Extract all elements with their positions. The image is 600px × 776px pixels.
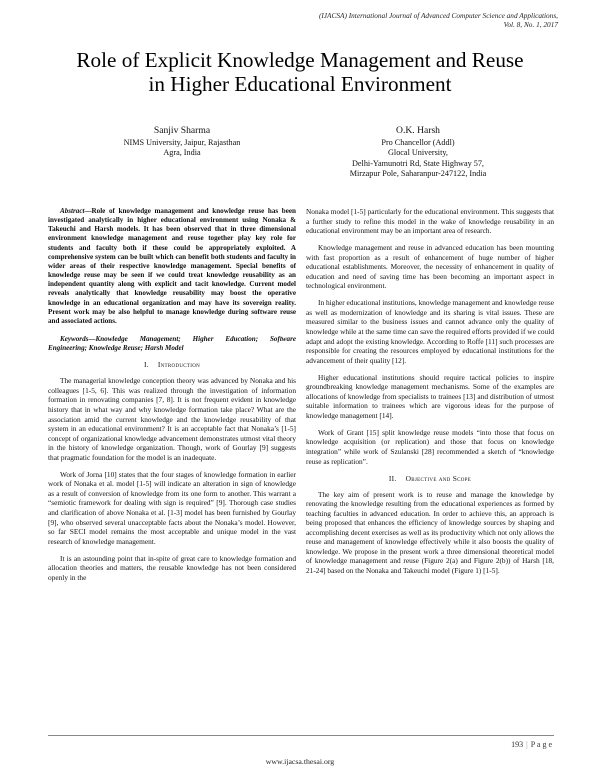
- section-title: Objective and Scope: [405, 473, 472, 483]
- paragraph: Knowledge management and reuse in advanced education has been mounting with fast proportion as a result of enhancement of huge number of higher educational establishments. Moreover, the necessity of enhancement in quality of education and need of saving time has been becoming an important aspect in technological environment.: [306, 243, 554, 291]
- paragraph: It is an astounding point that in-spite of great care to knowledge formation and allocation theories and matters, the reusable knowledge has not been considered openly in the: [48, 553, 296, 582]
- section-number: I.: [143, 360, 149, 370]
- journal-url[interactable]: www.ijacsa.thesai.org: [265, 757, 335, 766]
- title-line-2: in Higher Educational Environment: [148, 71, 452, 96]
- author-affiliation: Glocal University,: [388, 148, 448, 158]
- paragraph: Work of Jorna [10] states that the four stages of knowledge formation in earlier work of Nonaka et al. model [1-5] will indicate an alteration in sign of knowledge as a result of conversion of knowledge from its one form to another. This warrant a “semiotic framework for dealing with sign is required” [9]. Thorough case studies and clarification of above Nonaka et al. [1-3] model has been furnished by Gourlay [9], who observed several unacceptable facts about the Nonaka’s model. However, so far SECI model remains the most acceptable and unique model in the vast research of knowledge management.: [48, 469, 296, 546]
- journal-name: (IJACSA) International Journal of Advanced Computer Science and Applications,: [318, 11, 558, 20]
- paper-title: [30, 49, 570, 96]
- author-block-1: [62, 125, 302, 159]
- author-position: Pro Chancellor (Addl): [381, 138, 455, 147]
- journal-header: [138, 11, 558, 29]
- section-title: Introduction: [157, 360, 201, 370]
- abstract-text: —Role of knowledge management and knowledge reuse has been investigated analytically in higher educational environment using Nonaka & Takeuchi and Harsh models. It has been observed that in three dimensional environment knowledge management and reuse together play key role for students and faculty both if these could be appropriately exploited. A comprehensive system can be built which can benefit both students and faculty in wider areas of their respective knowledge management. Special benefits of knowledge reuse may be seen if we could treat knowledge reusability as an independent quantity along with explicit and tacit knowledge. Current model reveals analytically that knowledge reusability may boost the operative knowledge in an educational organization and may have its sovereign reality. Present work may be also helpful to manage knowledge during software reuse and associated actions.: [48, 207, 296, 325]
- paragraph: The managerial knowledge conception theory was advanced by Nonaka and his colleagues [1-5, 6]. This was realized through the investigation of information formation in renovating companies [7, 8]. It is not frequent evident in knowledge history that in what way and why knowledge formation take place? What are the association amid the current knowledge and the knowledge reusability of that system in an educational environment? It is an acceptable fact that Nonaka’s [1-5] concept of organizational knowledge advancement demonstrates utmost vital theory in the history of knowledge organization. Though, work of Gourlay [9] suggests that pragmatic foundation for the model is an inadequate.: [48, 376, 296, 462]
- abstract-lead: Abstract: [60, 207, 85, 215]
- author-location: Mirzapur Pole, Saharanpur-247122, India: [349, 169, 487, 179]
- page-number-value: 193: [511, 740, 524, 749]
- paragraph: Nonaka model [1-5] particularly for the educational environment. This suggests that a further study to refine this model in the wake of knowledge reusability in an educational environment may be an important area of research.: [306, 207, 554, 236]
- journal-volume: Vol. 8, No. 1, 2017: [503, 20, 558, 30]
- footer-divider: [48, 735, 554, 736]
- author-affiliation: NIMS University, Jaipur, Rajasthan: [123, 138, 241, 147]
- paragraph: Work of Grant [15] split knowledge reuse models “into those that focus on knowledge acquisition (or replication) and those that focus on knowledge integration” while work of Szulanski [28] recommended a sketch of “knowledge reuse as replication”.: [306, 427, 554, 466]
- title-line-1: Role of Explicit Knowledge Management and Reuse: [76, 48, 524, 72]
- author-location: Agra, India: [163, 148, 201, 158]
- author-address: Delhi-Yamunotri Rd, State Highway 57,: [352, 158, 484, 168]
- author-block-2: [298, 125, 538, 180]
- page-separator: |: [526, 740, 528, 749]
- section-heading-introduction: [48, 360, 296, 370]
- section-heading-objective: [306, 474, 554, 484]
- author-name: O.K. Harsh: [396, 125, 440, 136]
- right-column: [306, 207, 554, 583]
- page-number: [511, 740, 552, 749]
- paragraph: Higher educational institutions should require tactical policies to inspire groundbreaking knowledge management mechanisms. Some of the examples are allocations of knowledge from specialists to trainees [13] and distribution of utmost suitable information to trainees which are vigorous ideas for the purpose of knowledge management [14].: [306, 372, 554, 420]
- abstract: [48, 207, 296, 326]
- paragraph: In higher educational institutions, knowledge management and knowledge reuse as well as modernization of knowledge and its sharing is vital issues. These are measured similar to the business issues and cannot advance only the quality of knowledge while at the same time can save the required efforts provided if we could adapt and adopt the existing knowledge. According to Roffe [11] such processes are responsible for creating the resources employed by educational institutions for the advancement of their quality [12].: [306, 298, 554, 365]
- section-number: II.: [388, 473, 397, 483]
- author-name: Sanjiv Sharma: [153, 125, 211, 136]
- left-column: [48, 207, 296, 590]
- paragraph: The key aim of present work is to reuse and manage the knowledge by renovating the knowledge resulting from the educational experiences as formed by teaching faculties in advanced education. In order to achieve this, an approach is being proposed that enhances the efficiency of knowledge sources by shaping and accomplishing decent exercises as well as its productivity which not only allows the reuse and management of knowledge effectively while it also boosts the quality of knowledge. We propose in the present work a three dimensional theoretical model of knowledge management and reuse (Figure 2(a) and Figure 2(b)) of Harsh [18, 21-24] based on the Nonaka and Takeuchi model (Figure 1) [1-5].: [306, 489, 554, 575]
- keywords: Keywords—Knowledge Management; Higher Education; Software Engineering; Knowledge Reuse; Harsh Model: [48, 335, 296, 353]
- page-label: P a g e: [530, 740, 552, 749]
